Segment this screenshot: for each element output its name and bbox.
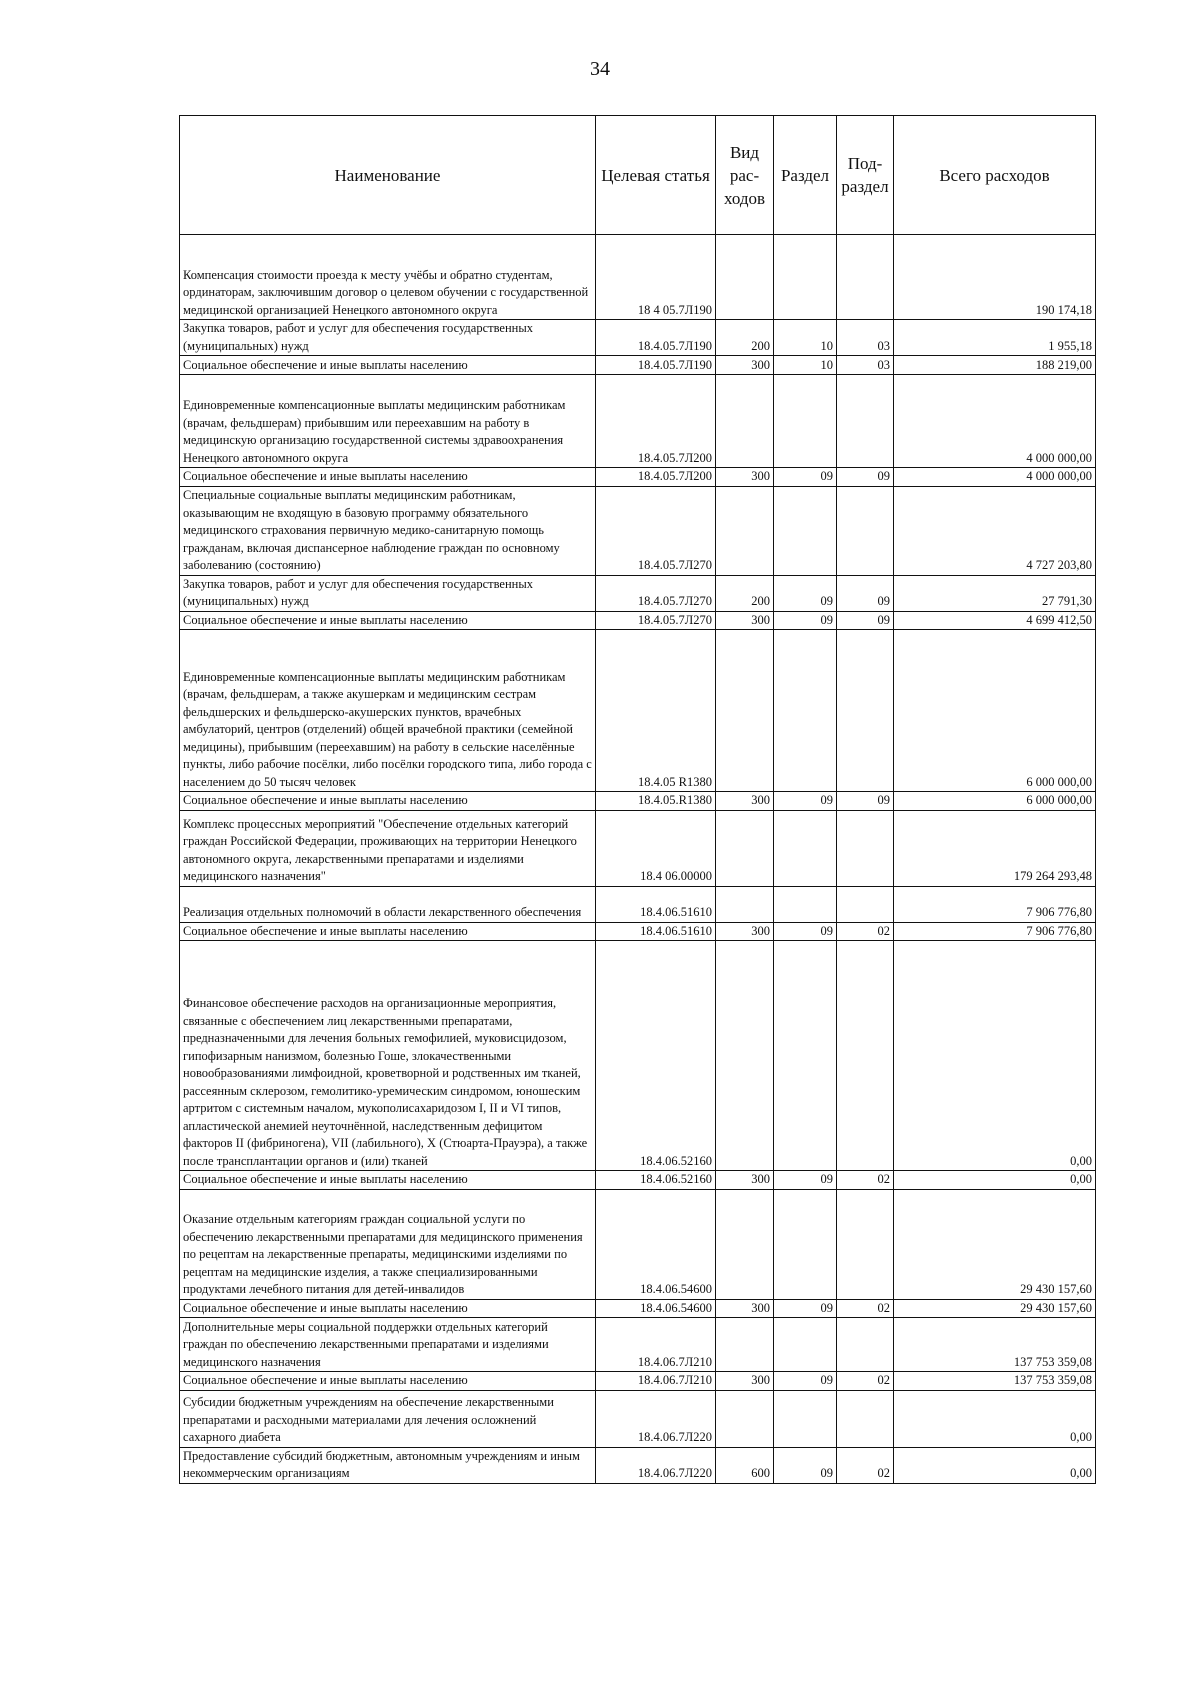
row-type: 300 <box>716 468 774 487</box>
row-section <box>774 375 837 468</box>
row-section: 10 <box>774 320 837 356</box>
row-section: 09 <box>774 1171 837 1190</box>
table-row <box>180 810 1096 886</box>
row-section <box>774 886 837 922</box>
row-subsection <box>837 1318 894 1372</box>
header-section: Раздел <box>774 116 837 235</box>
row-name: Реализация отдельных полномочий в области лекарственного обеспечения <box>180 886 596 922</box>
row-section <box>774 486 837 575</box>
row-total: 29 430 157,60 <box>894 1189 1096 1299</box>
row-type <box>716 375 774 468</box>
row-subsection <box>837 375 894 468</box>
row-type: 200 <box>716 320 774 356</box>
table-row <box>180 468 1096 487</box>
row-target: 18.4.05.7Л270 <box>596 575 716 611</box>
row-type: 300 <box>716 792 774 811</box>
row-target: 18.4.06.51610 <box>596 886 716 922</box>
row-target: 18.4.06.51610 <box>596 922 716 941</box>
table-row <box>180 1447 1096 1483</box>
row-subsection: 02 <box>837 1299 894 1318</box>
row-section <box>774 630 837 792</box>
row-total: 1 955,18 <box>894 320 1096 356</box>
row-total: 190 174,18 <box>894 235 1096 320</box>
row-section <box>774 1318 837 1372</box>
row-target: 18 4 05.7Л190 <box>596 235 716 320</box>
row-name: Дополнительные меры социальной поддержки отдельных категорий граждан по обеспечению лекарственными препаратами и изделиями медицинского назначения <box>180 1318 596 1372</box>
row-section: 10 <box>774 356 837 375</box>
row-total: 137 753 359,08 <box>894 1372 1096 1391</box>
table-row <box>180 941 1096 1171</box>
row-type <box>716 630 774 792</box>
row-type <box>716 235 774 320</box>
row-subsection <box>837 810 894 886</box>
row-type: 300 <box>716 1171 774 1190</box>
row-target: 18.4.05.7Л270 <box>596 611 716 630</box>
table-row <box>180 922 1096 941</box>
row-type <box>716 486 774 575</box>
row-name: Комплекс процессных мероприятий "Обеспечение отдельных категорий граждан Российской Федерации, проживающих на территории Ненецкого автономного округа, лекарственными препаратами и изделиями медицинского назначения" <box>180 810 596 886</box>
table-row <box>180 486 1096 575</box>
row-total: 7 906 776,80 <box>894 922 1096 941</box>
row-target: 18.4.05.7Л190 <box>596 320 716 356</box>
table-header-row <box>180 116 1096 235</box>
row-subsection <box>837 1390 894 1447</box>
row-section <box>774 810 837 886</box>
row-name: Финансовое обеспечение расходов на организационные мероприятия, связанные с обеспечением лиц лекарственными препаратами, предназначенными для лечения больных гемофилией, муковисцидозом, гипофизарным нанизмом, болезнью Гоше, злокачественными новообразованиями лимфоидной, кроветворной и родственных им тканей, рассеянным склерозом, гемолитико-уремическим синдромом, юношеским артритом с системным началом, мукополисахаридозом I, II и VI типов, апластической анемией неуточнённой, наследственным дефицитом факторов II (фибриногена), VII (лабильного), X (Стюарта-Прауэра), а также после трансплантации органов и (или) тканей <box>180 941 596 1171</box>
row-type: 300 <box>716 611 774 630</box>
row-total: 0,00 <box>894 1390 1096 1447</box>
row-name: Закупка товаров, работ и услуг для обеспечения государственных (муниципальных) нужд <box>180 575 596 611</box>
row-section <box>774 1189 837 1299</box>
row-section <box>774 941 837 1171</box>
row-name: Социальное обеспечение и иные выплаты населению <box>180 922 596 941</box>
row-section <box>774 1390 837 1447</box>
table-row <box>180 1189 1096 1299</box>
row-subsection: 09 <box>837 792 894 811</box>
row-name: Единовременные компенсационные выплаты медицинским работникам (врачам, фельдшерам, а также акушеркам и медицинским сестрам фельдшерских и фельдшерско-акушерских пунктов, врачебных амбулаторий, центров (отделений) общей врачебной практики (семейной медицины), прибывшим (переехавшим) на работу в сельские населённые пункты, либо рабочие посёлки, либо посёлки городского типа, либо города с населением до 50 тысяч человек <box>180 630 596 792</box>
row-name: Единовременные компенсационные выплаты медицинским работникам (врачам, фельдшерам) прибывшим или переехавшим на работу в медицинскую организацию государственной системы здравоохранения Ненецкого автономного округа <box>180 375 596 468</box>
row-type <box>716 941 774 1171</box>
row-type: 300 <box>716 1372 774 1391</box>
table-row <box>180 1299 1096 1318</box>
row-section: 09 <box>774 575 837 611</box>
table-row <box>180 1318 1096 1372</box>
row-target: 18.4.06.7Л210 <box>596 1372 716 1391</box>
row-total: 4 727 203,80 <box>894 486 1096 575</box>
row-section: 09 <box>774 1299 837 1318</box>
row-target: 18.4.05.7Л200 <box>596 375 716 468</box>
row-name: Специальные социальные выплаты медицинским работникам, оказывающим не входящую в базовую программу обязательного медицинского страхования первичную медико-санитарную помощь гражданам, включая диспансерное наблюдение граждан по основному заболеванию (состоянию) <box>180 486 596 575</box>
budget-table <box>179 115 1096 1484</box>
row-name: Компенсация стоимости проезда к месту учёбы и обратно студентам, ординаторам, заключившим договор о целевом обучении с государственной медицинской организацией Ненецкого автономного округа <box>180 235 596 320</box>
row-section: 09 <box>774 792 837 811</box>
table-row <box>180 320 1096 356</box>
table-row <box>180 235 1096 320</box>
row-target: 18.4.05.7Л190 <box>596 356 716 375</box>
header-name: Наименование <box>180 116 596 235</box>
row-target: 18.4.05 R1380 <box>596 630 716 792</box>
row-total: 0,00 <box>894 941 1096 1171</box>
table-row <box>180 886 1096 922</box>
row-subsection: 09 <box>837 575 894 611</box>
row-target: 18.4.06.52160 <box>596 1171 716 1190</box>
row-target: 18.4 06.00000 <box>596 810 716 886</box>
row-section: 09 <box>774 922 837 941</box>
header-type: Вид рас-ходов <box>716 116 774 235</box>
row-target: 18.4.05.7Л200 <box>596 468 716 487</box>
table-row <box>180 630 1096 792</box>
row-type <box>716 1318 774 1372</box>
row-name: Социальное обеспечение и иные выплаты населению <box>180 356 596 375</box>
table-row <box>180 375 1096 468</box>
row-name: Оказание отдельным категориям граждан социальной услуги по обеспечению лекарственными препаратами для медицинского применения по рецептам на лекарственные препараты, медицинскими изделиями по рецептам на медицинские изделия, а также специализированными продуктами лечебного питания для детей-инвалидов <box>180 1189 596 1299</box>
row-subsection <box>837 941 894 1171</box>
row-target: 18.4.05.R1380 <box>596 792 716 811</box>
row-section <box>774 235 837 320</box>
row-subsection: 02 <box>837 1372 894 1391</box>
row-target: 18.4.06.54600 <box>596 1299 716 1318</box>
row-total: 179 264 293,48 <box>894 810 1096 886</box>
row-target: 18.4.06.54600 <box>596 1189 716 1299</box>
row-target: 18.4.06.7Л220 <box>596 1390 716 1447</box>
row-total: 0,00 <box>894 1447 1096 1483</box>
row-subsection <box>837 630 894 792</box>
table-row <box>180 575 1096 611</box>
row-name: Предоставление субсидий бюджетным, автономным учреждениям и иным некоммерческим организациям <box>180 1447 596 1483</box>
row-name: Социальное обеспечение и иные выплаты населению <box>180 1372 596 1391</box>
table-row <box>180 792 1096 811</box>
row-type <box>716 810 774 886</box>
row-section: 09 <box>774 468 837 487</box>
row-name: Социальное обеспечение и иные выплаты населению <box>180 1299 596 1318</box>
row-type: 300 <box>716 356 774 375</box>
row-total: 6 000 000,00 <box>894 792 1096 811</box>
row-total: 0,00 <box>894 1171 1096 1190</box>
table-row <box>180 1372 1096 1391</box>
row-target: 18.4.06.7Л220 <box>596 1447 716 1483</box>
row-subsection <box>837 886 894 922</box>
row-name: Социальное обеспечение и иные выплаты населению <box>180 611 596 630</box>
row-type <box>716 886 774 922</box>
row-target: 18.4.05.7Л270 <box>596 486 716 575</box>
row-subsection: 03 <box>837 320 894 356</box>
row-section: 09 <box>774 1447 837 1483</box>
row-name: Социальное обеспечение и иные выплаты населению <box>180 1171 596 1190</box>
row-section: 09 <box>774 1372 837 1391</box>
row-section: 09 <box>774 611 837 630</box>
row-name: Социальное обеспечение и иные выплаты населению <box>180 792 596 811</box>
header-subsection: Под-раздел <box>837 116 894 235</box>
row-type: 600 <box>716 1447 774 1483</box>
row-type: 300 <box>716 922 774 941</box>
row-total: 4 000 000,00 <box>894 375 1096 468</box>
page-number: 34 <box>590 58 610 80</box>
header-total: Всего расходов <box>894 116 1096 235</box>
row-target: 18.4.06.7Л210 <box>596 1318 716 1372</box>
row-type <box>716 1189 774 1299</box>
row-subsection: 02 <box>837 1447 894 1483</box>
row-total: 6 000 000,00 <box>894 630 1096 792</box>
row-total: 27 791,30 <box>894 575 1096 611</box>
row-subsection: 09 <box>837 611 894 630</box>
row-target: 18.4.06.52160 <box>596 941 716 1171</box>
row-type: 300 <box>716 1299 774 1318</box>
row-subsection <box>837 1189 894 1299</box>
row-name: Субсидии бюджетным учреждениям на обеспечение лекарственными препаратами и расходными материалами для лечения осложнений сахарного диабета <box>180 1390 596 1447</box>
table-row <box>180 611 1096 630</box>
row-subsection: 02 <box>837 1171 894 1190</box>
header-target: Целевая статья <box>596 116 716 235</box>
table-row <box>180 1171 1096 1190</box>
row-total: 4 000 000,00 <box>894 468 1096 487</box>
row-total: 7 906 776,80 <box>894 886 1096 922</box>
table-row <box>180 356 1096 375</box>
row-type: 200 <box>716 575 774 611</box>
row-subsection <box>837 486 894 575</box>
row-name: Закупка товаров, работ и услуг для обеспечения государственных (муниципальных) нужд <box>180 320 596 356</box>
row-name: Социальное обеспечение и иные выплаты населению <box>180 468 596 487</box>
row-total: 137 753 359,08 <box>894 1318 1096 1372</box>
row-subsection: 09 <box>837 468 894 487</box>
row-type <box>716 1390 774 1447</box>
row-total: 29 430 157,60 <box>894 1299 1096 1318</box>
table-row <box>180 1390 1096 1447</box>
row-total: 4 699 412,50 <box>894 611 1096 630</box>
row-subsection: 02 <box>837 922 894 941</box>
row-subsection <box>837 235 894 320</box>
row-subsection: 03 <box>837 356 894 375</box>
row-total: 188 219,00 <box>894 356 1096 375</box>
